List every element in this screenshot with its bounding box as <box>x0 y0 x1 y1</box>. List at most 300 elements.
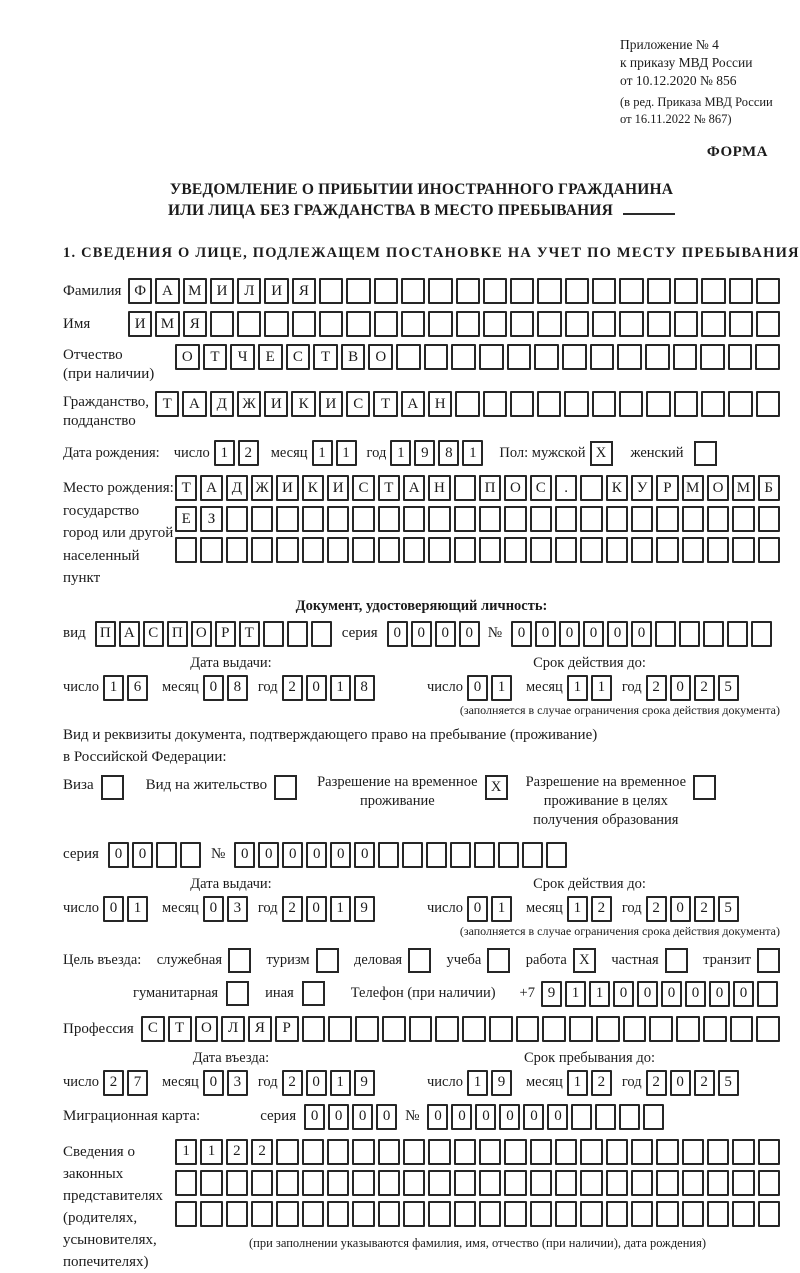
char-cell <box>580 475 602 501</box>
char-cell <box>311 621 332 647</box>
char-cell: 2 <box>282 675 303 701</box>
char-cell <box>619 391 643 417</box>
char-cell: Т <box>373 391 397 417</box>
representatives-line2 <box>175 1170 780 1196</box>
char-cell <box>226 537 248 563</box>
char-cell: 0 <box>499 1104 520 1130</box>
char-cell <box>451 344 476 370</box>
char-cell <box>346 278 370 304</box>
char-cell: К <box>291 391 315 417</box>
char-cell: Е <box>175 506 197 532</box>
char-cell <box>200 537 222 563</box>
surname-row <box>63 278 780 304</box>
rvp-issue-group: число 0 1 месяц 0 3 год 2 0 1 9 <box>63 896 399 922</box>
char-cell: 0 <box>523 1104 544 1130</box>
stay-month <box>567 1070 612 1096</box>
char-cell <box>565 278 589 304</box>
doc-type-label: вид <box>63 625 86 641</box>
char-cell <box>727 621 748 647</box>
char-cell <box>378 1170 400 1196</box>
char-cell: 0 <box>411 621 432 647</box>
char-cell <box>751 621 772 647</box>
char-cell: 1 <box>390 440 411 466</box>
char-cell: А <box>155 278 179 304</box>
identity-doc-row <box>63 621 780 647</box>
char-cell: И <box>319 391 343 417</box>
char-cell: 2 <box>591 1070 612 1096</box>
char-cell <box>319 311 343 337</box>
char-cell <box>674 311 698 337</box>
char-cell <box>707 1170 729 1196</box>
stay-until-heading: Срок пребывания до: <box>524 1049 655 1066</box>
char-cell <box>647 278 671 304</box>
char-cell: 0 <box>535 621 556 647</box>
char-cell <box>649 1016 673 1042</box>
char-cell <box>592 391 616 417</box>
residence-doc-series-row <box>63 842 780 868</box>
char-cell <box>728 391 752 417</box>
char-cell: 0 <box>435 621 456 647</box>
char-cell <box>756 311 780 337</box>
char-cell: Б <box>758 475 780 501</box>
char-cell: 0 <box>282 842 303 868</box>
char-cell <box>489 1016 513 1042</box>
char-cell: 0 <box>607 621 628 647</box>
char-cell <box>580 1201 602 1227</box>
patronymic-label: Отчество (при наличии) <box>63 347 155 382</box>
char-cell: И <box>210 278 234 304</box>
char-cell <box>707 1139 729 1165</box>
char-cell <box>226 1170 248 1196</box>
validity-note: (заполняется в случае ограничения срока действия документа) <box>459 702 780 717</box>
char-cell: 0 <box>709 981 730 1007</box>
char-cell <box>606 1170 628 1196</box>
char-cell <box>707 506 729 532</box>
char-cell: 3 <box>227 896 248 922</box>
char-cell: С <box>286 344 311 370</box>
purpose-option: деловая <box>354 948 431 973</box>
profession-row <box>63 1016 780 1042</box>
char-cell <box>619 278 643 304</box>
char-cell <box>396 344 421 370</box>
char-cell <box>428 1139 450 1165</box>
char-cell: 0 <box>511 621 532 647</box>
ref-subline: (в ред. Приказа МВД России <box>620 95 773 109</box>
char-cell <box>682 506 704 532</box>
char-cell <box>237 311 261 337</box>
other-purpose-checkbox <box>302 981 325 1006</box>
rvp-number-label: № <box>210 846 226 862</box>
char-cell <box>292 311 316 337</box>
char-cell: 1 <box>591 675 612 701</box>
rvp-issue-month <box>203 896 248 922</box>
char-cell: . <box>555 475 577 501</box>
birthplace-line1 <box>175 475 780 501</box>
char-cell: С <box>346 391 370 417</box>
char-cell <box>732 1170 754 1196</box>
char-cell: Н <box>428 391 452 417</box>
char-cell <box>700 344 725 370</box>
char-cell <box>530 1139 552 1165</box>
char-cell <box>378 506 400 532</box>
option-residence-permit: Вид на жительство <box>146 773 297 800</box>
char-cell <box>606 537 628 563</box>
char-cell: 8 <box>438 440 459 466</box>
char-cell: 5 <box>718 1070 739 1096</box>
char-cell <box>537 311 561 337</box>
char-cell <box>276 1139 298 1165</box>
char-cell <box>537 391 561 417</box>
char-cell <box>580 506 602 532</box>
char-cell <box>504 506 526 532</box>
char-cell <box>251 1170 273 1196</box>
char-cell: 2 <box>694 675 715 701</box>
char-cell <box>758 1201 780 1227</box>
char-cell <box>756 1016 780 1042</box>
char-cell: П <box>479 475 501 501</box>
char-cell <box>580 1170 602 1196</box>
residence-doc-heading-1: Вид и реквизиты документа, подтверждающего право на пребывание (проживание) <box>63 726 598 743</box>
char-cell <box>378 1201 400 1227</box>
char-cell <box>592 311 616 337</box>
female-checkbox <box>694 441 717 466</box>
char-cell <box>530 537 552 563</box>
citizenship-label: Гражданство, подданство <box>63 394 150 429</box>
char-cell <box>645 344 670 370</box>
char-cell <box>378 537 400 563</box>
char-cell: О <box>707 475 729 501</box>
char-cell <box>571 1104 592 1130</box>
stay-year <box>646 1070 739 1096</box>
char-cell: Н <box>428 475 450 501</box>
char-cell: 0 <box>132 842 153 868</box>
char-cell <box>758 506 780 532</box>
char-cell <box>479 537 501 563</box>
char-cell <box>175 537 197 563</box>
representatives-line3 <box>175 1201 780 1227</box>
char-cell: И <box>264 391 288 417</box>
char-cell: 1 <box>175 1139 197 1165</box>
citizenship-row <box>63 391 780 431</box>
char-cell: И <box>264 278 288 304</box>
issue-day-boxes <box>103 675 148 701</box>
purpose-checkbox <box>665 948 688 973</box>
char-cell <box>302 1139 324 1165</box>
char-cell: 0 <box>670 896 691 922</box>
entry-month <box>203 1070 248 1096</box>
char-cell <box>462 1016 486 1042</box>
firstname-row <box>63 311 780 337</box>
char-cell: Т <box>155 391 179 417</box>
char-cell <box>595 1104 616 1130</box>
patronymic-boxes <box>175 344 780 370</box>
char-cell: 1 <box>589 981 610 1007</box>
char-cell <box>504 1170 526 1196</box>
char-cell: 0 <box>328 1104 349 1130</box>
rvp-valid-day <box>467 896 512 922</box>
option-temp-permit: Разрешение на временное проживание X <box>317 773 507 811</box>
char-cell <box>479 1201 501 1227</box>
issue-date-group: число 1 6 месяц 0 8 год 2 0 1 8 <box>63 675 399 701</box>
entry-year <box>282 1070 375 1096</box>
char-cell <box>355 1016 379 1042</box>
patronymic-row <box>63 344 780 384</box>
char-cell <box>456 278 480 304</box>
temp-permit-checkbox: X <box>485 775 508 800</box>
ref-line: Приложение № 4 <box>620 37 719 52</box>
valid-year-boxes <box>646 675 739 701</box>
char-cell <box>555 1170 577 1196</box>
char-cell <box>631 1139 653 1165</box>
char-cell: 2 <box>282 896 303 922</box>
ref-line: от 10.12.2020 № 856 <box>620 73 737 88</box>
char-cell <box>756 278 780 304</box>
char-cell <box>701 278 725 304</box>
char-cell: Д <box>210 391 234 417</box>
birth-year-boxes <box>390 440 483 466</box>
char-cell: 0 <box>547 1104 568 1130</box>
char-cell: 0 <box>459 621 480 647</box>
mc-series-boxes <box>304 1104 397 1130</box>
char-cell <box>606 1139 628 1165</box>
char-cell: О <box>504 475 526 501</box>
birthplace-row <box>63 475 780 590</box>
char-cell <box>504 537 526 563</box>
char-cell: Д <box>226 475 248 501</box>
char-cell: 0 <box>306 842 327 868</box>
char-cell <box>673 344 698 370</box>
doc-type-boxes <box>95 621 332 647</box>
firstname-label: Имя <box>63 316 91 332</box>
char-cell <box>302 1016 326 1042</box>
char-cell <box>537 278 561 304</box>
issue-date-heading: Дата выдачи: <box>190 654 272 671</box>
char-cell <box>456 311 480 337</box>
char-cell: 2 <box>226 1139 248 1165</box>
char-cell: О <box>191 621 212 647</box>
char-cell: 9 <box>354 896 375 922</box>
char-cell <box>327 1139 349 1165</box>
char-cell <box>510 311 534 337</box>
rvp-series-label: серия <box>63 846 99 862</box>
char-cell: 0 <box>637 981 658 1007</box>
char-cell <box>403 537 425 563</box>
char-cell <box>302 1201 324 1227</box>
char-cell <box>263 621 284 647</box>
edu-permit-checkbox <box>693 775 716 800</box>
char-cell <box>403 1170 425 1196</box>
purpose-option: туризм <box>266 948 338 973</box>
char-cell <box>276 1201 298 1227</box>
char-cell <box>403 1201 425 1227</box>
char-cell <box>516 1016 540 1042</box>
char-cell: М <box>183 278 207 304</box>
char-cell <box>580 1139 602 1165</box>
char-cell <box>732 1139 754 1165</box>
char-cell: 0 <box>330 842 351 868</box>
char-cell: А <box>401 391 425 417</box>
char-cell <box>758 1139 780 1165</box>
char-cell: 0 <box>467 675 488 701</box>
char-cell <box>565 311 589 337</box>
char-cell <box>542 1016 566 1042</box>
char-cell <box>352 1170 374 1196</box>
char-cell <box>590 344 615 370</box>
char-cell: 0 <box>234 842 255 868</box>
purpose-checkbox <box>487 948 510 973</box>
doc-number-boxes <box>511 621 772 647</box>
char-cell <box>619 1104 640 1130</box>
char-cell: Ч <box>230 344 255 370</box>
char-cell <box>682 1139 704 1165</box>
char-cell <box>450 842 471 868</box>
char-cell <box>428 1170 450 1196</box>
char-cell <box>534 344 559 370</box>
char-cell <box>483 311 507 337</box>
issue-month-boxes <box>203 675 248 701</box>
visa-checkbox <box>101 775 124 800</box>
char-cell <box>606 506 628 532</box>
char-cell <box>569 1016 593 1042</box>
doc-series-label: серия <box>341 625 378 641</box>
char-cell: 2 <box>646 675 667 701</box>
rvp-series-boxes <box>108 842 201 868</box>
char-cell <box>564 391 588 417</box>
char-cell <box>454 1170 476 1196</box>
char-cell <box>755 344 780 370</box>
residence-permit-checkbox <box>274 775 297 800</box>
sex-female-label: женский <box>630 444 684 461</box>
surname-label: Фамилия <box>63 283 122 299</box>
char-cell: 0 <box>203 675 224 701</box>
char-cell: П <box>167 621 188 647</box>
char-cell: К <box>302 475 324 501</box>
char-cell: Р <box>215 621 236 647</box>
char-cell <box>327 1170 349 1196</box>
representatives-line1 <box>175 1139 780 1165</box>
char-cell: 0 <box>733 981 754 1007</box>
char-cell: П <box>95 621 116 647</box>
char-cell: 0 <box>631 621 652 647</box>
identity-doc-dates <box>63 655 780 717</box>
char-cell <box>251 1201 273 1227</box>
char-cell <box>287 621 308 647</box>
purpose-checkbox <box>316 948 339 973</box>
char-cell <box>424 344 449 370</box>
char-cell <box>498 842 519 868</box>
char-cell <box>352 1201 374 1227</box>
char-cell: С <box>141 1016 165 1042</box>
char-cell <box>428 278 452 304</box>
entry-day <box>103 1070 148 1096</box>
char-cell: С <box>530 475 552 501</box>
char-cell <box>426 842 447 868</box>
title-line-1: УВЕДОМЛЕНИЕ О ПРИБЫТИИ ИНОСТРАННОГО ГРАЖДАНИНА <box>169 181 674 198</box>
char-cell: 0 <box>203 896 224 922</box>
char-cell <box>682 537 704 563</box>
char-cell: 1 <box>330 1070 351 1096</box>
birthdate-row <box>63 440 780 466</box>
char-cell <box>302 537 324 563</box>
char-cell: 9 <box>414 440 435 466</box>
char-cell <box>346 311 370 337</box>
birthplace-line3 <box>175 537 780 563</box>
char-cell: Я <box>183 311 207 337</box>
rvp-issue-day <box>103 896 148 922</box>
profession-label: Профессия <box>63 1020 134 1037</box>
char-cell: Ж <box>237 391 261 417</box>
char-cell: 1 <box>214 440 235 466</box>
char-cell <box>454 475 476 501</box>
char-cell: У <box>631 475 653 501</box>
char-cell <box>156 842 177 868</box>
char-cell: 2 <box>646 896 667 922</box>
char-cell: 0 <box>304 1104 325 1130</box>
char-cell: 0 <box>613 981 634 1007</box>
char-cell <box>428 1201 450 1227</box>
valid-day-boxes <box>467 675 512 701</box>
char-cell: 8 <box>354 675 375 701</box>
char-cell: 0 <box>306 675 327 701</box>
char-cell <box>226 1201 248 1227</box>
purpose-row <box>63 948 780 973</box>
char-cell: 1 <box>491 675 512 701</box>
char-cell: 1 <box>330 675 351 701</box>
representatives-boxes <box>175 1139 780 1251</box>
char-cell: 5 <box>718 675 739 701</box>
char-cell <box>504 1139 526 1165</box>
doc-number-label: № <box>487 625 502 641</box>
char-cell <box>562 344 587 370</box>
char-cell: 2 <box>694 1070 715 1096</box>
char-cell <box>327 537 349 563</box>
entry-date-group: число 2 7 месяц 0 3 год 2 0 1 9 <box>63 1070 399 1096</box>
purpose-checkbox: X <box>573 948 596 973</box>
char-cell: К <box>606 475 628 501</box>
char-cell <box>479 1139 501 1165</box>
rvp-valid-heading: Срок действия до: <box>533 875 646 892</box>
char-cell <box>302 506 324 532</box>
ref-line: к приказу МВД России <box>620 55 753 70</box>
purpose-option: частная <box>611 948 687 973</box>
day-label: число <box>173 444 210 461</box>
char-cell: О <box>175 344 200 370</box>
char-cell: 0 <box>306 1070 327 1096</box>
residence-doc-heading-2: в Российской Федерации: <box>63 748 227 765</box>
birth-day-boxes <box>214 440 259 466</box>
char-cell <box>210 311 234 337</box>
char-cell: 5 <box>718 896 739 922</box>
char-cell: 2 <box>103 1070 124 1096</box>
issue-year-boxes <box>282 675 375 701</box>
char-cell: 1 <box>336 440 357 466</box>
char-cell <box>732 1201 754 1227</box>
valid-month-boxes <box>567 675 612 701</box>
ref-subline: от 16.11.2022 № 867) <box>620 112 732 126</box>
char-cell <box>251 537 273 563</box>
purpose-checkbox <box>757 948 780 973</box>
mc-number-boxes <box>427 1104 664 1130</box>
char-cell <box>596 1016 620 1042</box>
char-cell <box>200 1170 222 1196</box>
char-cell <box>646 391 670 417</box>
char-cell <box>175 1201 197 1227</box>
char-cell <box>454 506 476 532</box>
char-cell <box>728 344 753 370</box>
char-cell: 1 <box>312 440 333 466</box>
char-cell <box>402 842 423 868</box>
char-cell <box>682 1201 704 1227</box>
